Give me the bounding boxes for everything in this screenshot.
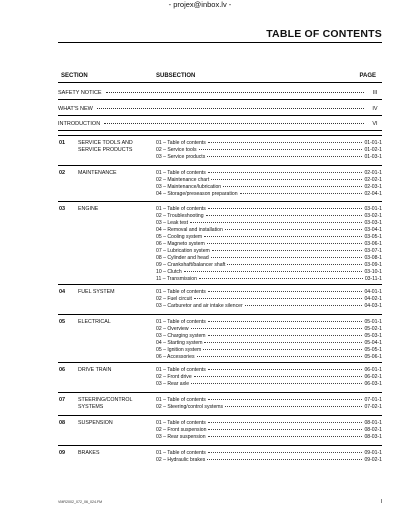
subsection-title: 04 – Removal and installation [156, 227, 223, 233]
subsection-page: 09-02-1 [364, 457, 382, 463]
subsection-page: 05-01-1 [364, 319, 382, 325]
dot-leader [206, 215, 363, 216]
section-divider [58, 165, 382, 166]
section-name: SUSPENSION [78, 420, 113, 426]
dot-leader [211, 179, 362, 180]
subsection-item[interactable] [156, 140, 382, 147]
subsection-title: 02 – Front suspension [156, 427, 207, 433]
subsection-page: 05-03-1 [364, 333, 382, 339]
subsection-title: 01 – Table of contents [156, 319, 206, 325]
dot-leader [106, 92, 364, 93]
dot-leader [208, 422, 363, 423]
subsection-item[interactable] [156, 147, 382, 154]
subsection-title: 02 – Steering/control systems [156, 404, 224, 410]
dot-leader [212, 250, 363, 251]
subsection-title: 05 – Ignition system [156, 347, 202, 353]
subsection-page: 06-02-1 [364, 374, 382, 380]
front-matter-label: INTRODUCTION [58, 121, 101, 127]
section-name: STEERING/CONTROL SYSTEMS [78, 397, 133, 410]
dot-leader [208, 321, 363, 322]
section-number: 05 [59, 319, 66, 325]
subsection-list [156, 206, 382, 283]
dot-leader [104, 123, 364, 124]
dot-leader [225, 406, 362, 407]
subsection-page: 03-10-1 [364, 269, 382, 275]
dot-leader [208, 208, 363, 209]
subsection-title: 02 – Service tools [156, 147, 197, 153]
subsection-item[interactable] [156, 457, 382, 464]
subsection-page: 04-01-1 [364, 289, 382, 295]
subsection-page: 03-02-1 [364, 213, 382, 219]
dot-leader [194, 298, 362, 299]
subsection-item[interactable] [156, 177, 382, 184]
dot-leader [199, 149, 363, 150]
subsection-item[interactable] [156, 347, 382, 354]
section-divider [58, 314, 382, 315]
dot-leader [207, 459, 362, 460]
subsection-item[interactable] [156, 354, 382, 361]
column-header-page: PAGE [359, 73, 376, 79]
section-name: FUEL SYSTEM [78, 289, 115, 295]
subsection-page: 07-02-1 [364, 404, 382, 410]
dot-leader [97, 108, 364, 109]
subsection-list [156, 289, 382, 310]
section-name: ENGINE [78, 206, 99, 212]
subsection-list [156, 170, 382, 198]
subsection-list [156, 450, 382, 464]
subsection-item[interactable] [156, 262, 382, 269]
front-matter-page: VI [372, 121, 378, 127]
section-number: 03 [59, 206, 66, 212]
subsection-item[interactable] [156, 340, 382, 347]
subsection-title: 02 – Maintenance chart [156, 177, 210, 183]
subsection-title: 06 – Accessories [156, 354, 195, 360]
subsection-item[interactable] [156, 220, 382, 227]
row-divider [58, 130, 382, 131]
subsection-title: 02 – Overview [156, 326, 189, 332]
subsection-item[interactable] [156, 213, 382, 220]
section-divider [58, 392, 382, 393]
dot-leader [208, 452, 363, 453]
section-number: 06 [59, 367, 66, 373]
dot-leader [207, 243, 363, 244]
dot-leader [194, 376, 363, 377]
subsection-page: 08-03-1 [364, 434, 382, 440]
subsection-item[interactable] [156, 206, 382, 213]
subsection-item[interactable] [156, 184, 382, 191]
subsection-page: 06-01-1 [364, 367, 382, 373]
subsection-page: 03-05-1 [364, 234, 382, 240]
title-divider [58, 42, 382, 43]
subsection-page: 04-03-1 [364, 303, 382, 309]
section-number: 01 [59, 140, 66, 146]
subsection-item[interactable] [156, 326, 382, 333]
front-matter-page: IV [372, 106, 378, 112]
dot-leader [211, 257, 363, 258]
front-matter-label: WHAT'S NEW [58, 106, 93, 112]
section-divider [58, 445, 382, 446]
subsection-title: 06 – Magneto system [156, 241, 205, 247]
section-name: ELECTRICAL [78, 319, 111, 325]
subsection-page: 05-06-1 [364, 354, 382, 360]
subsection-title: 01 – Table of contents [156, 450, 206, 456]
dot-leader [225, 229, 363, 230]
section-divider [58, 135, 382, 136]
subsection-page: 03-03-1 [364, 220, 382, 226]
subsection-title: 03 – Maintenance/lubrication [156, 184, 222, 190]
dot-leader [208, 369, 363, 370]
subsection-title: 01 – Table of contents [156, 170, 206, 176]
subsection-title: 01 – Table of contents [156, 140, 206, 146]
subsection-page: 02-03-1 [364, 184, 382, 190]
subsection-page: 02-04-1 [364, 191, 382, 197]
subsection-title: 02 – Hydraulic brakes [156, 457, 206, 463]
subsection-page: 06-03-1 [364, 381, 382, 387]
subsection-item[interactable] [156, 397, 382, 404]
subsection-title: 03 – Charging system [156, 333, 206, 339]
subsection-title: 10 – Clutch [156, 269, 182, 275]
section-name: SERVICE TOOLS AND SERVICE PRODUCTS [78, 140, 133, 153]
row-divider [58, 99, 382, 100]
subsection-list [156, 319, 382, 361]
dot-leader [203, 349, 362, 350]
subsection-page: 01-03-1 [364, 154, 382, 160]
front-matter-page: III [372, 90, 378, 96]
subsection-page: 03-07-1 [364, 248, 382, 254]
subsection-title: 09 – Crankshaft/balancer shaft [156, 262, 226, 268]
subsection-item[interactable] [156, 333, 382, 340]
dot-leader [208, 142, 363, 143]
dot-leader [227, 264, 362, 265]
dot-leader [191, 383, 362, 384]
subsection-list [156, 140, 382, 161]
subsection-list [156, 397, 382, 411]
subsection-title: 05 – Cooling system [156, 234, 203, 240]
dot-leader [208, 429, 362, 430]
dot-leader [191, 328, 363, 329]
section-number: 09 [59, 450, 66, 456]
footer-code: VMR2002_072_06_024.FM [58, 500, 103, 504]
page-title: TABLE OF CONTENTS [266, 28, 382, 40]
dot-leader [204, 342, 362, 343]
subsection-title: 03 – Carburetor and air intake silencer [156, 303, 243, 309]
subsection-item[interactable] [156, 450, 382, 457]
dot-leader [223, 186, 362, 187]
subsection-page: 03-06-1 [364, 241, 382, 247]
subsection-list [156, 420, 382, 441]
subsection-page: 03-08-1 [364, 255, 382, 261]
subsection-item[interactable] [156, 191, 382, 198]
subsection-item[interactable] [156, 234, 382, 241]
dot-leader [207, 156, 362, 157]
subsection-item[interactable] [156, 241, 382, 248]
subsection-title: 07 – Lubrication system [156, 248, 210, 254]
subsection-item[interactable] [156, 420, 382, 427]
subsection-page: 01-02-1 [364, 147, 382, 153]
subsection-title: 04 – Starting system [156, 340, 203, 346]
subsection-page: 02-01-1 [364, 170, 382, 176]
dot-leader [204, 236, 362, 237]
header-email: - projex@inbox.lv - [168, 0, 232, 9]
subsection-page: 03-11-1 [364, 276, 382, 282]
subsection-page: 03-04-1 [364, 227, 382, 233]
subsection-page: 08-01-1 [364, 420, 382, 426]
subsection-title: 01 – Table of contents [156, 367, 206, 373]
dot-leader [240, 193, 363, 194]
section-divider [58, 284, 382, 285]
column-header-subsection: SUBSECTION [156, 73, 196, 79]
dot-leader [208, 291, 363, 292]
subsection-item[interactable] [156, 374, 382, 381]
column-header-section: SECTION [61, 73, 88, 79]
subsection-title: 01 – Table of contents [156, 289, 206, 295]
subsection-page: 03-01-1 [364, 206, 382, 212]
dot-leader [190, 222, 362, 223]
subsection-title: 03 – Rear axle [156, 381, 190, 387]
dot-leader [199, 278, 363, 279]
subsection-item[interactable] [156, 303, 382, 310]
dot-leader [208, 399, 363, 400]
subsection-item[interactable] [156, 427, 382, 434]
dot-leader [197, 356, 363, 357]
subsection-page: 05-02-1 [364, 326, 382, 332]
subsection-item[interactable] [156, 434, 382, 441]
subsection-item[interactable] [156, 381, 382, 388]
subsection-title: 01 – Table of contents [156, 206, 206, 212]
subsection-title: 01 – Table of contents [156, 420, 206, 426]
front-matter-row[interactable] [58, 106, 382, 112]
subsection-item[interactable] [156, 269, 382, 276]
subsection-item[interactable] [156, 367, 382, 374]
footer-page-number: I [380, 499, 382, 505]
subsection-page: 03-09-1 [364, 262, 382, 268]
section-number: 04 [59, 289, 66, 295]
dot-leader [245, 305, 363, 306]
subsection-item[interactable] [156, 248, 382, 255]
dot-leader [208, 172, 363, 173]
subsection-item[interactable] [156, 404, 382, 411]
subsection-item[interactable] [156, 227, 382, 234]
section-divider [58, 415, 382, 416]
row-divider [58, 115, 382, 116]
subsection-title: 02 – Front drive [156, 374, 192, 380]
dot-leader [184, 271, 363, 272]
section-divider [58, 201, 382, 202]
section-divider [58, 362, 382, 363]
header-divider [58, 82, 382, 83]
front-matter-row[interactable] [58, 121, 382, 127]
subsection-page: 05-04-1 [364, 340, 382, 346]
dot-leader [208, 436, 363, 437]
subsection-title: 08 – Cylinder and head [156, 255, 209, 261]
subsection-list [156, 367, 382, 388]
subsection-item[interactable] [156, 289, 382, 296]
subsection-item[interactable] [156, 296, 382, 303]
section-number: 07 [59, 397, 66, 403]
subsection-page: 04-02-1 [364, 296, 382, 302]
subsection-page: 02-02-1 [364, 177, 382, 183]
subsection-item[interactable] [156, 170, 382, 177]
front-matter-label: SAFETY NOTICE [58, 90, 102, 96]
subsection-page: 09-01-1 [364, 450, 382, 456]
front-matter-row[interactable] [58, 90, 382, 96]
section-number: 08 [59, 420, 66, 426]
subsection-title: 04 – Storage/preseason preparation [156, 191, 238, 197]
section-name: BRAKES [78, 450, 100, 456]
subsection-title: 03 – Rear suspension [156, 434, 206, 440]
subsection-title: 03 – Leak test [156, 220, 189, 226]
subsection-title: 03 – Service products [156, 154, 206, 160]
subsection-title: 02 – Troubleshooting [156, 213, 204, 219]
subsection-page: 05-05-1 [364, 347, 382, 353]
section-name: DRIVE TRAIN [78, 367, 112, 373]
subsection-page: 01-01-1 [364, 140, 382, 146]
subsection-item[interactable] [156, 154, 382, 161]
dot-leader [208, 335, 363, 336]
subsection-title: 02 – Fuel circuit [156, 296, 192, 302]
subsection-item[interactable] [156, 319, 382, 326]
section-name: MAINTENANCE [78, 170, 117, 176]
subsection-item[interactable] [156, 255, 382, 262]
subsection-page: 08-02-1 [364, 427, 382, 433]
subsection-title: 11 – Transmission [156, 276, 197, 282]
subsection-title: 01 – Table of contents [156, 397, 206, 403]
section-number: 02 [59, 170, 66, 176]
subsection-page: 07-01-1 [364, 397, 382, 403]
subsection-item[interactable] [156, 276, 382, 283]
